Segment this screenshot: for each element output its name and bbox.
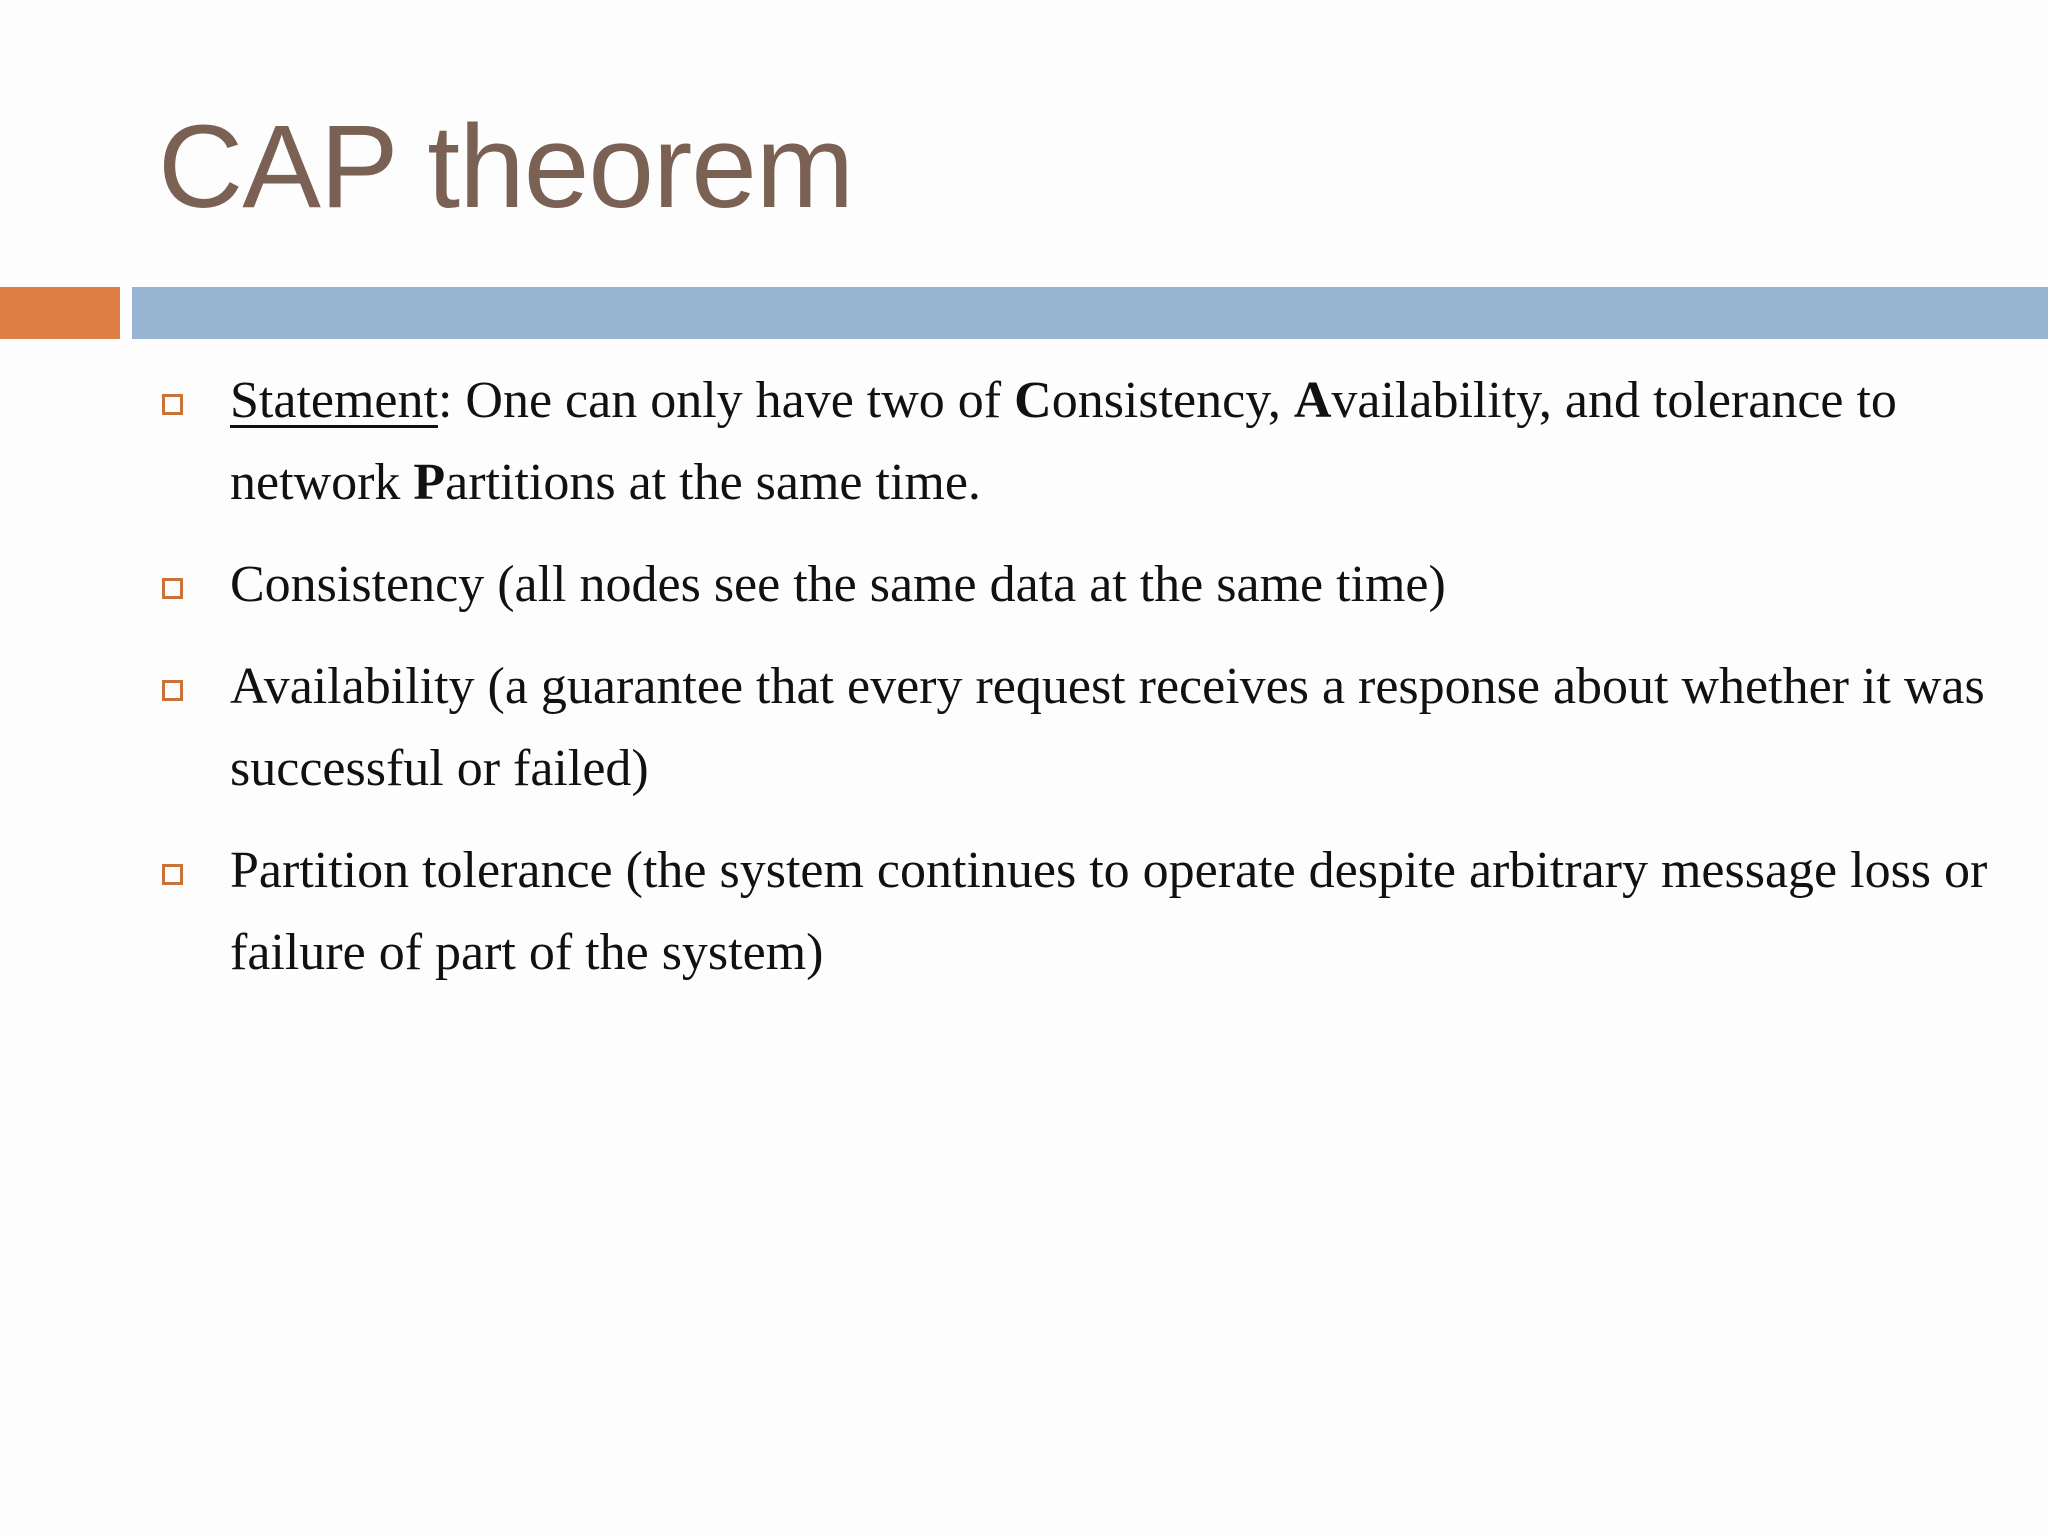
statement-label: Statement — [230, 372, 438, 429]
bold-letter-p: P — [413, 454, 446, 511]
bold-letter-c: C — [1014, 372, 1052, 429]
bullet-text: onsistency, — [1051, 372, 1294, 429]
bullet-text: vailability, and tolerance to network — [230, 372, 1897, 511]
hollow-square-bullet-icon — [162, 578, 183, 599]
bullet-text: Availability (a guarantee that every request receives a response about whether it was successful or failed) — [230, 658, 1985, 797]
accent-bar-orange — [0, 287, 120, 339]
bullet-statement — [0, 360, 2048, 524]
bullet-text: artitions at the same time. — [445, 454, 981, 511]
bullet-consistency — [0, 544, 2048, 626]
hollow-square-bullet-icon — [162, 864, 183, 885]
bullet-partition-tolerance — [0, 830, 2048, 994]
hollow-square-bullet-icon — [162, 394, 183, 415]
bullet-text: Consistency (all nodes see the same data at the same time) — [230, 556, 1446, 613]
bullet-text: Partition tolerance (the system continues to operate despite arbitrary message loss or failure of part of the system) — [230, 842, 1988, 981]
bullet-availability — [0, 646, 2048, 810]
slide-title: CAP theorem — [158, 101, 854, 233]
bullet-text: : One can only have two of — [437, 372, 1015, 429]
accent-bar-blue — [132, 287, 2048, 339]
hollow-square-bullet-icon — [162, 680, 183, 701]
bullet-list — [0, 360, 2048, 1014]
bold-letter-a: A — [1293, 372, 1332, 429]
